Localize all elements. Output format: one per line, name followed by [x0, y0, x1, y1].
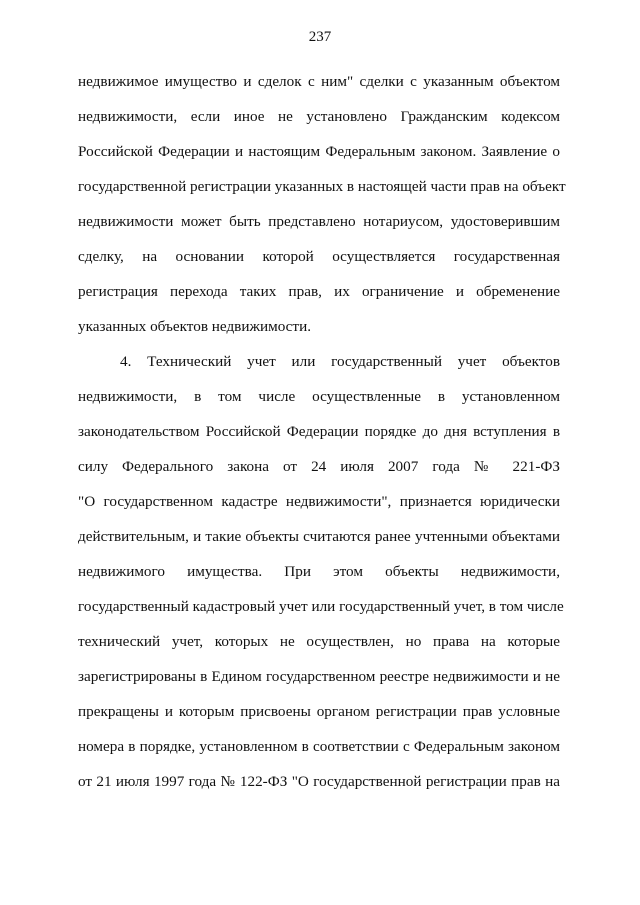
- text-line: государственный кадастровый учет или государственный учет, в том числе: [78, 598, 564, 615]
- text-line-paragraph-start: 4. Технический учет или государственный учет объектов: [120, 353, 560, 370]
- text-line: от 21 июля 1997 года № 122-ФЗ "О государственной регистрации прав на: [78, 773, 560, 790]
- text-line: силу Федерального закона от 24 июля 2007 года № 221-ФЗ: [78, 458, 560, 475]
- text-line: недвижимое имущество и сделок с ним" сделки с указанным объектом: [78, 73, 560, 90]
- text-line: государственной регистрации указанных в настоящей части прав на объект: [78, 178, 566, 195]
- text-line: Российской Федерации и настоящим Федеральным законом. Заявление о: [78, 143, 560, 160]
- text-line: недвижимости, если иное не установлено Гражданским кодексом: [78, 108, 560, 125]
- page-number: 237: [308, 29, 332, 45]
- text-line: действительным, и такие объекты считаются ранее учтенными объектами: [78, 528, 560, 545]
- text-line: прекращены и которым присвоены органом регистрации прав условные: [78, 703, 560, 720]
- text-line: зарегистрированы в Едином государственном реестре недвижимости и не: [78, 668, 560, 685]
- text-line: регистрация перехода таких прав, их ограничение и обременение: [78, 283, 560, 300]
- text-line-paragraph-end: указанных объектов недвижимости.: [78, 318, 311, 335]
- text-line: законодательством Российской Федерации порядке до дня вступления в: [78, 423, 560, 440]
- text-line: сделку, на основании которой осуществляется государственная: [78, 248, 560, 265]
- text-line: технический учет, которых не осуществлен, но права на которые: [78, 633, 560, 650]
- text-line: недвижимости, в том числе осуществленные в установленном: [78, 388, 560, 405]
- text-line: номера в порядке, установленном в соответствии с Федеральным законом: [78, 738, 560, 755]
- text-line: недвижимого имущества. При этом объекты недвижимости,: [78, 563, 560, 580]
- text-line: "О государственном кадастре недвижимости", признается юридически: [78, 493, 560, 510]
- text-line: недвижимости может быть представлено нотариусом, удостоверившим: [78, 213, 560, 230]
